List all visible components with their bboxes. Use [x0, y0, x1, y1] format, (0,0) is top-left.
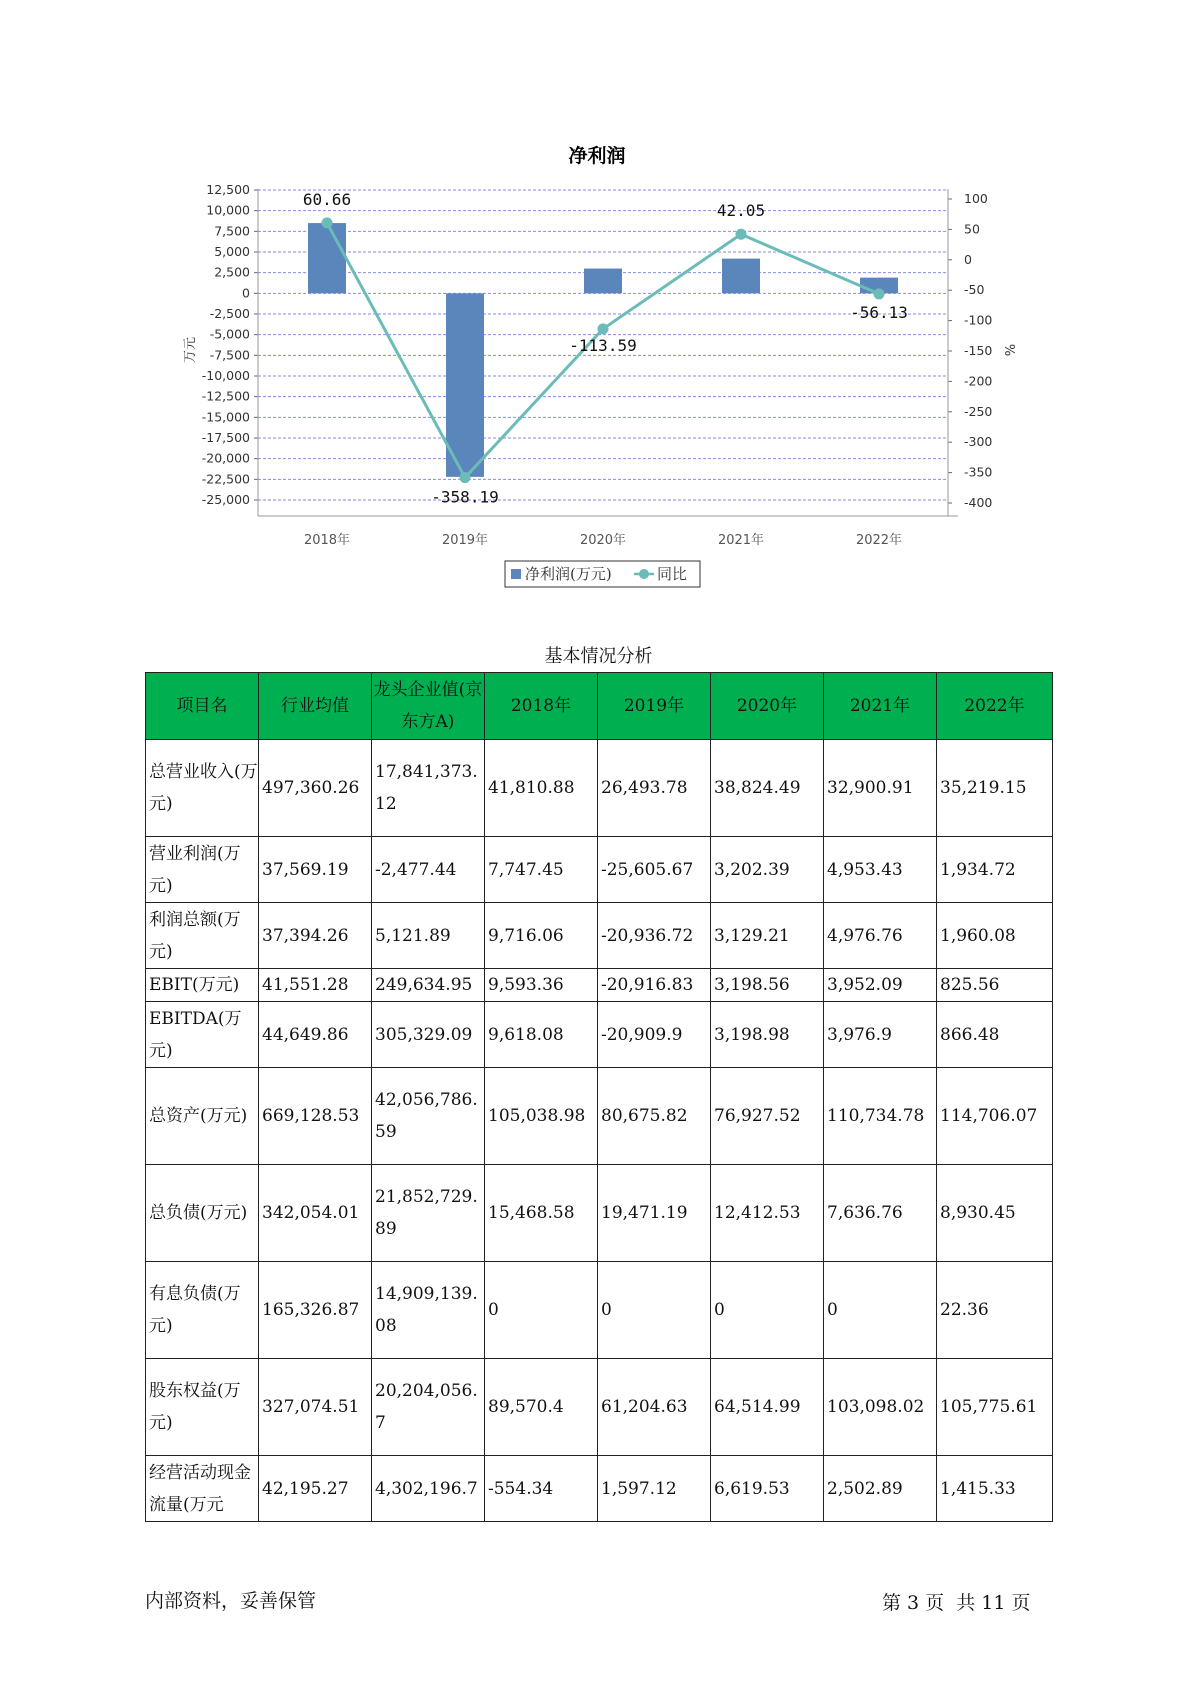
- line-point: [460, 472, 471, 483]
- table-cell: 41,551.28: [259, 969, 372, 1002]
- table-cell: 14,909,139.08: [372, 1262, 485, 1359]
- table-cell: 6,619.53: [711, 1456, 824, 1522]
- axes: [183, 182, 1016, 548]
- footer-page-number: 第 3 页 共 11 页: [882, 1592, 1031, 1614]
- data-label: -56.13: [850, 302, 908, 322]
- legend-label: 同比: [657, 565, 688, 583]
- table-cell: 32,900.91: [824, 740, 937, 837]
- table-cell: 103,098.02: [824, 1359, 937, 1456]
- y-tick-label: 0: [242, 285, 250, 301]
- line-point: [598, 323, 609, 334]
- x-tick-label: 2022年: [855, 533, 903, 548]
- table-header-cell: 2022年: [937, 673, 1053, 740]
- y2-tick-label: 50: [964, 221, 980, 237]
- y-tick-label: -2,500: [209, 306, 250, 321]
- table-header-cell: 项目名: [146, 673, 259, 740]
- y2-tick-label: -250: [964, 403, 993, 419]
- row-label-cell: EBIT(万元): [146, 969, 259, 1002]
- table-cell: -25,605.67: [598, 837, 711, 903]
- legend-swatch-marker: [639, 569, 649, 579]
- row-label-cell: 总资产(万元): [146, 1068, 259, 1165]
- y-tick-label: -17,500: [201, 430, 250, 445]
- table-cell: 42,056,786.59: [372, 1068, 485, 1165]
- table-cell: 1,934.72: [937, 837, 1053, 903]
- y-tick-label: 12,500: [206, 182, 250, 197]
- y2-tick-label: -200: [964, 373, 993, 389]
- row-label-cell: 经营活动现金流量(万元: [146, 1456, 259, 1522]
- table-cell: 4,302,196.7: [372, 1456, 485, 1522]
- y-tick-label: -20,000: [201, 450, 250, 466]
- table-cell: 44,649.86: [259, 1002, 372, 1068]
- y-tick-label: -12,500: [201, 388, 250, 404]
- legend-label: 净利润(万元): [525, 565, 612, 583]
- row-label-cell: 股东权益(万元): [146, 1359, 259, 1456]
- bar: [308, 223, 346, 293]
- table-row: [146, 837, 1053, 903]
- y-tick-label: 5,000: [214, 244, 250, 259]
- row-label-cell: EBITDA(万元): [146, 1002, 259, 1068]
- table-cell: 165,326.87: [259, 1262, 372, 1359]
- table-row: [146, 1165, 1053, 1262]
- line-point: [874, 288, 885, 299]
- chart-title: 净利润: [568, 145, 626, 167]
- table-cell: 110,734.78: [824, 1068, 937, 1165]
- table-cell: 20,204,056.7: [372, 1359, 485, 1456]
- table-cell: 7,636.76: [824, 1165, 937, 1262]
- table-cell: -20,936.72: [598, 903, 711, 969]
- line-point: [736, 229, 747, 240]
- table-cell: 2,502.89: [824, 1456, 937, 1522]
- table-cell: 0: [824, 1262, 937, 1359]
- y-tick-label: 7,500: [214, 223, 250, 239]
- footer-confidential-note: 内部资料，妥善保管: [145, 1590, 317, 1612]
- data-label: -113.59: [569, 335, 637, 355]
- y2-tick-label: -50: [964, 282, 985, 298]
- table-cell: 305,329.09: [372, 1002, 485, 1068]
- table-cell: 3,976.9: [824, 1002, 937, 1068]
- table-cell: 12,412.53: [711, 1165, 824, 1262]
- y-tick-label: -7,500: [209, 347, 250, 363]
- data-label: 42.05: [716, 201, 766, 221]
- net-profit-chart: [0, 0, 1191, 600]
- table-cell: 8,930.45: [937, 1165, 1053, 1262]
- table-cell: 22.36: [937, 1262, 1053, 1359]
- table-cell: 38,824.49: [711, 740, 824, 837]
- table-header-cell: 2018年: [485, 673, 598, 740]
- y2-tick-label: -100: [964, 312, 993, 328]
- basic-analysis-table: [145, 672, 1053, 1522]
- line-point: [322, 217, 333, 228]
- chart-legend: [505, 561, 700, 587]
- table-cell: 0: [598, 1262, 711, 1359]
- table-header-cell: 龙头企业值(京东方A): [372, 673, 485, 740]
- table-cell: 26,493.78: [598, 740, 711, 837]
- y-tick-label: -10,000: [201, 368, 250, 383]
- table-row: [146, 1262, 1053, 1359]
- x-tick-label: 2019年: [441, 533, 489, 548]
- table-row: [146, 1002, 1053, 1068]
- table-cell: 249,634.95: [372, 969, 485, 1002]
- table-row: [146, 740, 1053, 837]
- table-cell: 89,570.4: [485, 1359, 598, 1456]
- table-header-cell: 2021年: [824, 673, 937, 740]
- row-label-cell: 有息负债(万元): [146, 1262, 259, 1359]
- table-cell: 669,128.53: [259, 1068, 372, 1165]
- table-cell: 21,852,729.89: [372, 1165, 485, 1262]
- data-label: -358.19: [431, 487, 499, 507]
- table-cell: 4,953.43: [824, 837, 937, 903]
- table-cell: 3,952.09: [824, 969, 937, 1002]
- table-cell: 3,198.56: [711, 969, 824, 1002]
- table-cell: 7,747.45: [485, 837, 598, 903]
- table-cell: 1,415.33: [937, 1456, 1053, 1522]
- y2-tick-label: -350: [964, 464, 993, 480]
- table-cell: 9,618.08: [485, 1002, 598, 1068]
- table-cell: 17,841,373.12: [372, 740, 485, 837]
- table-cell: 105,038.98: [485, 1068, 598, 1165]
- y-tick-label: -22,500: [201, 471, 250, 487]
- table-cell: 3,202.39: [711, 837, 824, 903]
- table-header-cell: 2019年: [598, 673, 711, 740]
- table-cell: 61,204.63: [598, 1359, 711, 1456]
- table-cell: 41,810.88: [485, 740, 598, 837]
- table-row: [146, 1359, 1053, 1456]
- table-cell: 497,360.26: [259, 740, 372, 837]
- table-row: [146, 969, 1053, 1002]
- y-axis-label: 万元: [183, 336, 198, 364]
- y2-tick-label: 100: [964, 191, 988, 206]
- table-row: [146, 1456, 1053, 1522]
- table-cell: -20,909.9: [598, 1002, 711, 1068]
- x-tick-label: 2021年: [717, 533, 765, 548]
- table-cell: 3,129.21: [711, 903, 824, 969]
- y2-tick-label: -150: [964, 343, 993, 358]
- y-tick-label: -25,000: [201, 492, 250, 507]
- table-row: [146, 1068, 1053, 1165]
- table-cell: 105,775.61: [937, 1359, 1053, 1456]
- table-caption: 基本情况分析: [544, 646, 653, 667]
- row-label-cell: 总营业收入(万元): [146, 740, 259, 837]
- table-cell: 327,074.51: [259, 1359, 372, 1456]
- y-tick-label: -15,000: [201, 409, 250, 425]
- table-cell: 76,927.52: [711, 1068, 824, 1165]
- row-label-cell: 营业利润(万元): [146, 837, 259, 903]
- table-cell: 3,198.98: [711, 1002, 824, 1068]
- table-cell: -554.34: [485, 1456, 598, 1522]
- table-cell: 0: [711, 1262, 824, 1359]
- y-tick-label: 2,500: [214, 264, 250, 280]
- table-cell: 37,394.26: [259, 903, 372, 969]
- y-tick-label: 10,000: [206, 202, 250, 218]
- table-cell: 1,960.08: [937, 903, 1053, 969]
- y-tick-label: -5,000: [209, 326, 250, 342]
- data-label: 60.66: [302, 189, 352, 209]
- row-label-cell: 总负债(万元): [146, 1165, 259, 1262]
- bar: [446, 293, 484, 477]
- table-cell: 4,976.76: [824, 903, 937, 969]
- x-tick-label: 2018年: [303, 533, 351, 548]
- table-header-row: [146, 673, 1053, 740]
- table-cell: 5,121.89: [372, 903, 485, 969]
- table-header-cell: 行业均值: [259, 673, 372, 740]
- table-cell: 825.56: [937, 969, 1053, 1002]
- y2-axis-label: %: [1001, 343, 1016, 357]
- table-cell: 80,675.82: [598, 1068, 711, 1165]
- table-cell: 64,514.99: [711, 1359, 824, 1456]
- table-cell: 342,054.01: [259, 1165, 372, 1262]
- x-tick-label: 2020年: [579, 533, 627, 548]
- table-cell: 866.48: [937, 1002, 1053, 1068]
- y2-tick-label: -400: [964, 495, 993, 510]
- y2-tick-label: -300: [964, 434, 993, 450]
- table-cell: -2,477.44: [372, 837, 485, 903]
- y2-tick-label: 0: [964, 251, 972, 267]
- bar: [722, 259, 760, 294]
- legend-swatch-bar: [511, 569, 521, 579]
- table-cell: 1,597.12: [598, 1456, 711, 1522]
- table-cell: 0: [485, 1262, 598, 1359]
- table-cell: 42,195.27: [259, 1456, 372, 1522]
- table-cell: 19,471.19: [598, 1165, 711, 1262]
- table-cell: 114,706.07: [937, 1068, 1053, 1165]
- table-row: [146, 903, 1053, 969]
- table-cell: 9,593.36: [485, 969, 598, 1002]
- row-label-cell: 利润总额(万元): [146, 903, 259, 969]
- bar: [584, 269, 622, 294]
- table-header-cell: 2020年: [711, 673, 824, 740]
- table-cell: -20,916.83: [598, 969, 711, 1002]
- table-cell: 15,468.58: [485, 1165, 598, 1262]
- table-cell: 9,716.06: [485, 903, 598, 969]
- table-cell: 37,569.19: [259, 837, 372, 903]
- table-cell: 35,219.15: [937, 740, 1053, 837]
